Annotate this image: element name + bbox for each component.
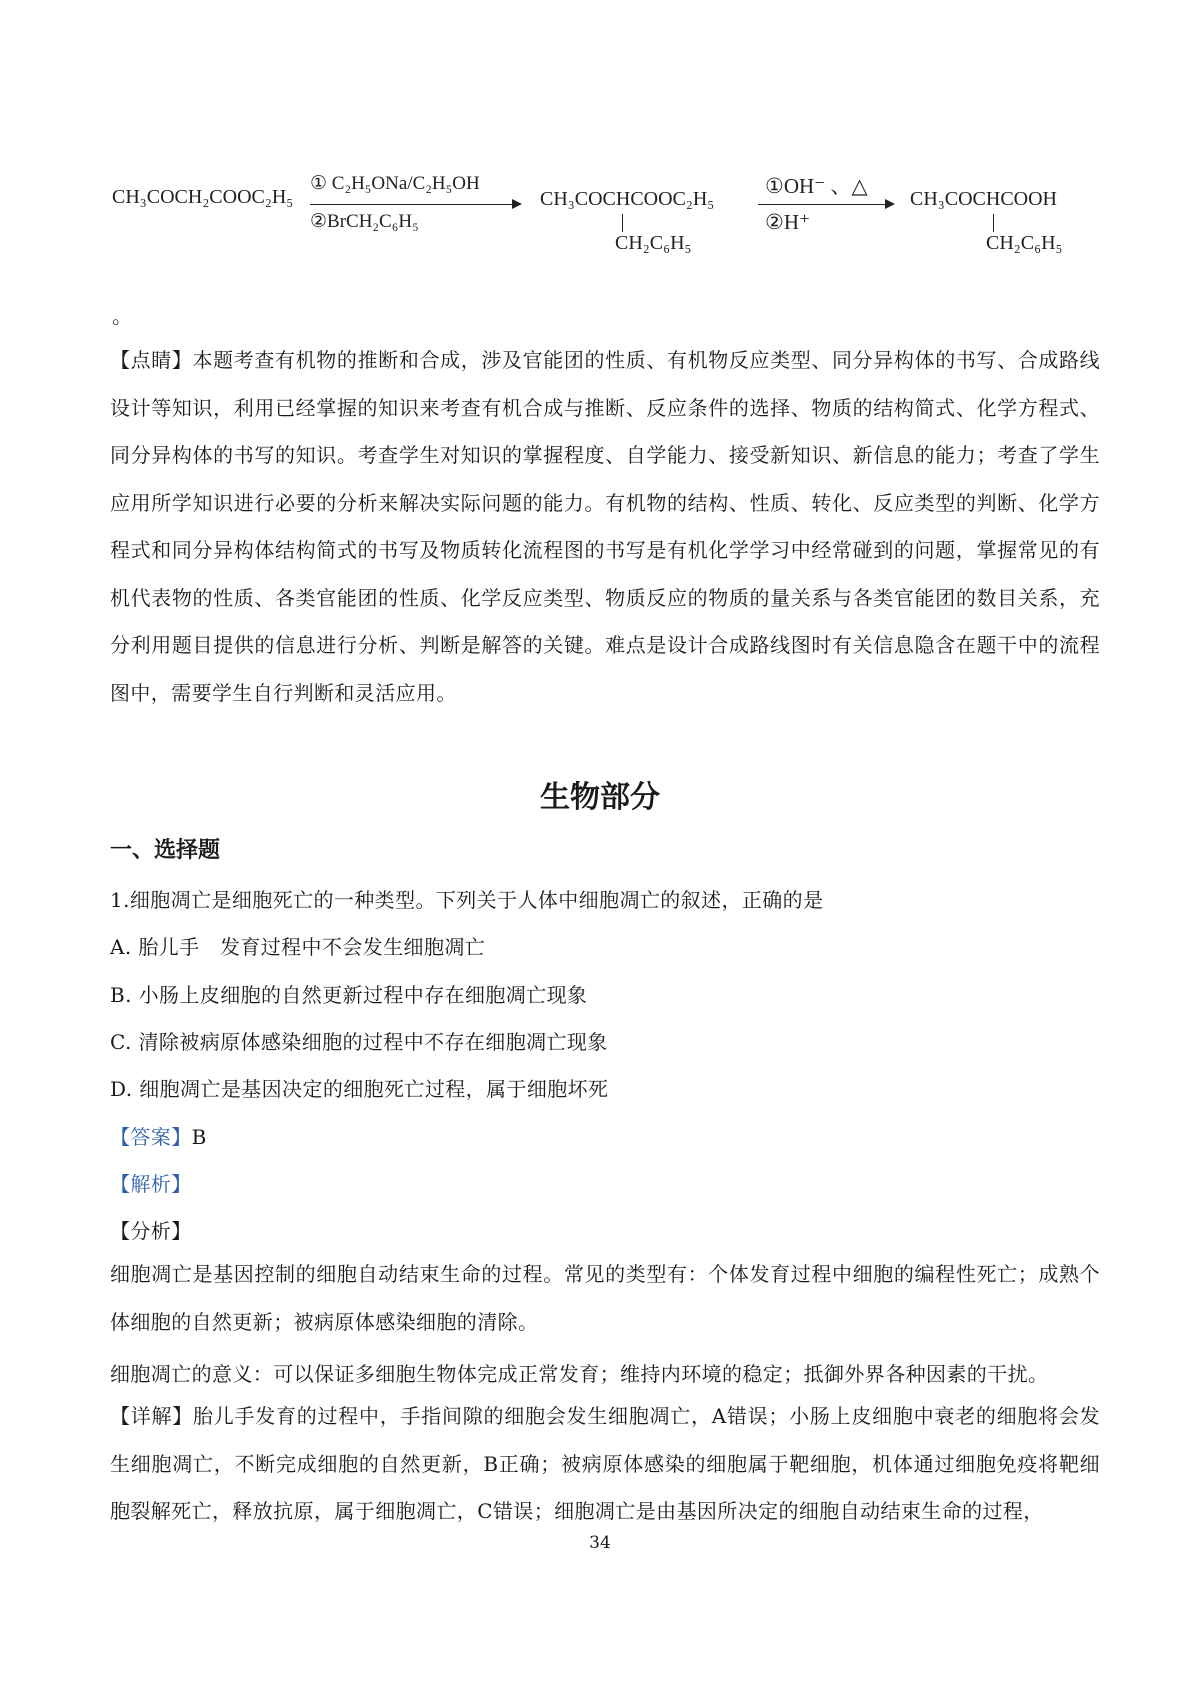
answer-label: 【答案】 [110,1125,192,1149]
intermediate-bond [622,214,623,232]
option-c: C. 清除被病原体感染细胞的过程中不存在细胞凋亡现象 [110,1030,608,1054]
step1-condition-above: ① C₂H₅ONa/C₂H₅OH [310,173,480,194]
page-number: 34 [589,1533,611,1553]
product-bond [993,214,994,232]
step1-condition-below: ②BrCH₂C₆H₅ [310,211,419,232]
section-title: 生物部分 [540,780,660,815]
xiangjie-label: 【详解】 [110,1404,193,1428]
answer-value: B [191,1125,207,1149]
product-substituent: CH₂C₆H₅ [986,232,1063,254]
intermediate-formula: CH₃COCHCOOC₂H₅ [540,188,715,210]
option-a: A. 胎儿手 发育过程中不会发生细胞凋亡 [110,935,486,959]
xiangjie-text: 胎儿手发育的过程中，手指间隙的细胞会发生细胞凋亡，A错误；小肠上皮细胞中衰老的细胞将会发生细胞凋亡，不断完成细胞的自然更新，B正确；被病原体感染的细胞属于靶细胞，机体通过细胞免疫将靶细胞裂解死亡，释放抗原，属于细胞凋亡，C错误；细胞凋亡是由基因所决定的细胞自动结束生命的过程， [110,1404,1100,1523]
option-d: D. 细胞凋亡是基因决定的细胞死亡过程，属于细胞坏死 [110,1077,609,1101]
dianjing-label: 【点睛】 [110,348,193,372]
fenxi-paragraph-1: 细胞凋亡是基因控制的细胞自动结束生命的过程。常见的类型有：个体发育过程中细胞的编程性死亡；成熟个体细胞的自然更新；被病原体感染细胞的清除。 [110,1262,1100,1334]
reactant-formula: CH₃COCH₂COOC₂H₅ [112,186,294,208]
product-formula: CH₃COCHCOOH [910,188,1057,210]
analysis-label: 【解析】 [110,1172,192,1196]
option-b: B. 小肠上皮细胞的自然更新过程中存在细胞凋亡现象 [110,983,588,1007]
step2-condition-above: ①OH⁻ 、△ [765,174,868,198]
fenxi-paragraph-2: 细胞凋亡的意义：可以保证多细胞生物体完成正常发育；维持内环境的稳定；抵御外界各种因素的干扰。 [110,1362,1049,1386]
dianjing-paragraph [110,337,1100,717]
fenxi-label: 【分析】 [110,1219,192,1243]
intermediate-substituent: CH₂C₆H₅ [615,232,692,254]
dianjing-text: 本题考查有机物的推断和合成，涉及官能团的性质、有机物反应类型、同分异构体的书写、合成路线设计等知识，利用已经掌握的知识来考查有机合成与推断、反应条件的选择、物质的结构简式、化学方程式、同分异构体的书写的知识。考查学生对知识的掌握程度、自学能力、接受新知识、新信息的能力；考查了学生应用所学知识进行必要的分析来解决实际问题的能力。有机物的结构、性质、转化、反应类型的判断、化学方程式和同分异构体结构简式的书写及物质转化流程图的书写是有机化学学习中经常碰到的问题，掌握常见的有机代表物的性质、各类官能团的性质、化学反应类型、物质反应的物质的量关系与各类官能团的数目关系，充分利用题目提供的信息进行分析、判断是解答的关键。难点是设计合成路线图时有关信息隐含在题干中的流程图中，需要学生自行判断和灵活应用。 [110,348,1100,705]
question-stem: 1.细胞凋亡是细胞死亡的一种类型。下列关于人体中细胞凋亡的叙述，正确的是 [110,888,824,912]
reaction-arrow-1 [310,204,520,205]
xiangjie-paragraph [110,1393,1100,1536]
answer-line [110,1121,207,1150]
section-subhead: 一、选择题 [110,838,221,863]
reaction-scheme [0,170,1200,280]
step2-condition-below: ②H⁺ [765,210,811,234]
trailing-period: 。 [112,304,132,328]
reaction-arrow-2 [758,204,893,205]
